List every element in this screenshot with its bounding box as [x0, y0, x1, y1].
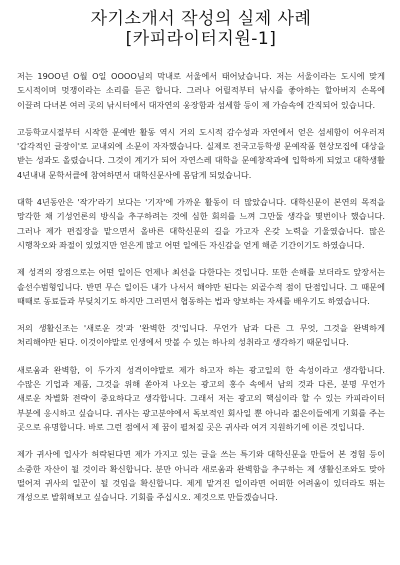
- document-title: 자기소개서 작성의 실제 사례: [90, 9, 312, 29]
- paragraph-motivation: 새로움과 완벽함, 이 두가지 성격이야말로 제가 하고자 하는 광고일의 한 속성이라고 생각합니다. 수많은 기업과 제품, 그것을 위해 쏟아져 나오는 광고의 홍수 속에서 남의 것과 다른, 분명 무언가 새로운 차별화 전략이 중요하다고 생각합니다. 그래서 저는 광고의 핵심이라 할 수 있는 카피라이터 부분에 응시하고 싶습니다. 귀사는 광고분야에서 독보적인 회사일 뿐 아니라 젊은이들에게 기회를 주는 곳으로 유명합니다. 바로 그런 점에서 제 꿈이 펼쳐질 곳은 귀사라 여겨 지원하기에 이른 것입니다.: [17, 364, 385, 432]
- paragraph-high-school: 고등학교시절부터 시작한 문예반 활동 역시 거의 도시적 감수성과 자연에서 얻은 섬세함이 어우러져 '갑각적인 글장이'로 교내외에 소문이 자자했습니다. 실제로 전국고등학생 문예작품 현상모집에 대상을 받는 성과도 올렸습니다. 그것이 계기가 되어 자연스레 대학을 문예창작과에 입학하게 되었고 대학생활 4년내내 문학서클에 참여하면서 대학신문사에 몸담게 되었습니다.: [17, 126, 385, 180]
- paragraph-university: 대학 4년동안은 '작가'라기 보다는 '기자'에 가까운 활동이 더 많았습니다. 대학신문이 본연의 목적을 망각한 채 기성언론의 방식을 추구하려는 것에 심한 회의를 느껴 그만둘 생각을 몇번이나 했습니다. 그러나 제가 편집장을 맡으면서 올바른 대학신문의 길을 가고자 온갖 노력을 기울였습니다. 많은 시행착오와 좌절이 있었지만 얻은게 많고 어떤 일에든 자신감을 얻게 해준 기간이기도 하였습니다.: [17, 197, 385, 250]
- paragraph-life-motto: 저의 생활신조는 '새로운 것'과 '완벽한 것'입니다. 무언가 남과 다른 그 무엇, 그것을 완벽하게 처리해야만 된다. 이것이야말로 인생에서 맛볼 수 있는 하나의 성취라고 생각하기 때문입니다.: [17, 323, 385, 348]
- paragraph-introduction: 저는 19OO년 O월 O일 OOOO님의 막내로 서울에서 태어났습니다. 저는 서울이라는 도시에 맞게 도시적이며 멋쟁이라는 소리를 듣곤 합니다. 그러나 어릴적부터 낚시를 좋아하는 할아버지 손목에 이끌려 다녀본 여러 곳의 낚시터에서 대자연의 웅장함과 섬세함 등이 제 가슴속에 간직되어 있습니다.: [17, 71, 385, 110]
- paragraph-personality: 제 성격의 장점으로는 어떤 일이든 언제나 최선을 다한다는 것입니다. 또한 손해를 보더라도 앞장서는 솔선수범형입니다. 반면 무슨 일이든 내가 나서서 해야만 된다는 외골수적 점이 단점입니다. 그 때문에 때때로 동료들과 부딪치기도 하지만 그러면서 협동하는 법과 양보하는 자세를 배우기도 하였습니다.: [17, 267, 385, 306]
- document-subtitle: [카피라이터지원-1]: [125, 29, 277, 49]
- paragraph-aspiration: 제가 귀사에 입사가 허락된다면 제가 가지고 있는 글을 쓰는 특기와 대학신문을 만들어 본 경험 등이 소중한 자산이 될 것이라 확신합니다. 분만 아니라 새로움과 완벽함을 추구하는 제 생활신조와도 맞아 떨어져 귀사의 일꾼이 될 것임을 확신합니다. 제게 맡겨진 일이라면 어떠한 어려움이 있더라도 뛰는 개성으로 발휘해보고 싶습니다. 기회를 주십시오. 제것으로 만들겠습니다.: [17, 449, 385, 503]
- title-block: [17, 9, 385, 49]
